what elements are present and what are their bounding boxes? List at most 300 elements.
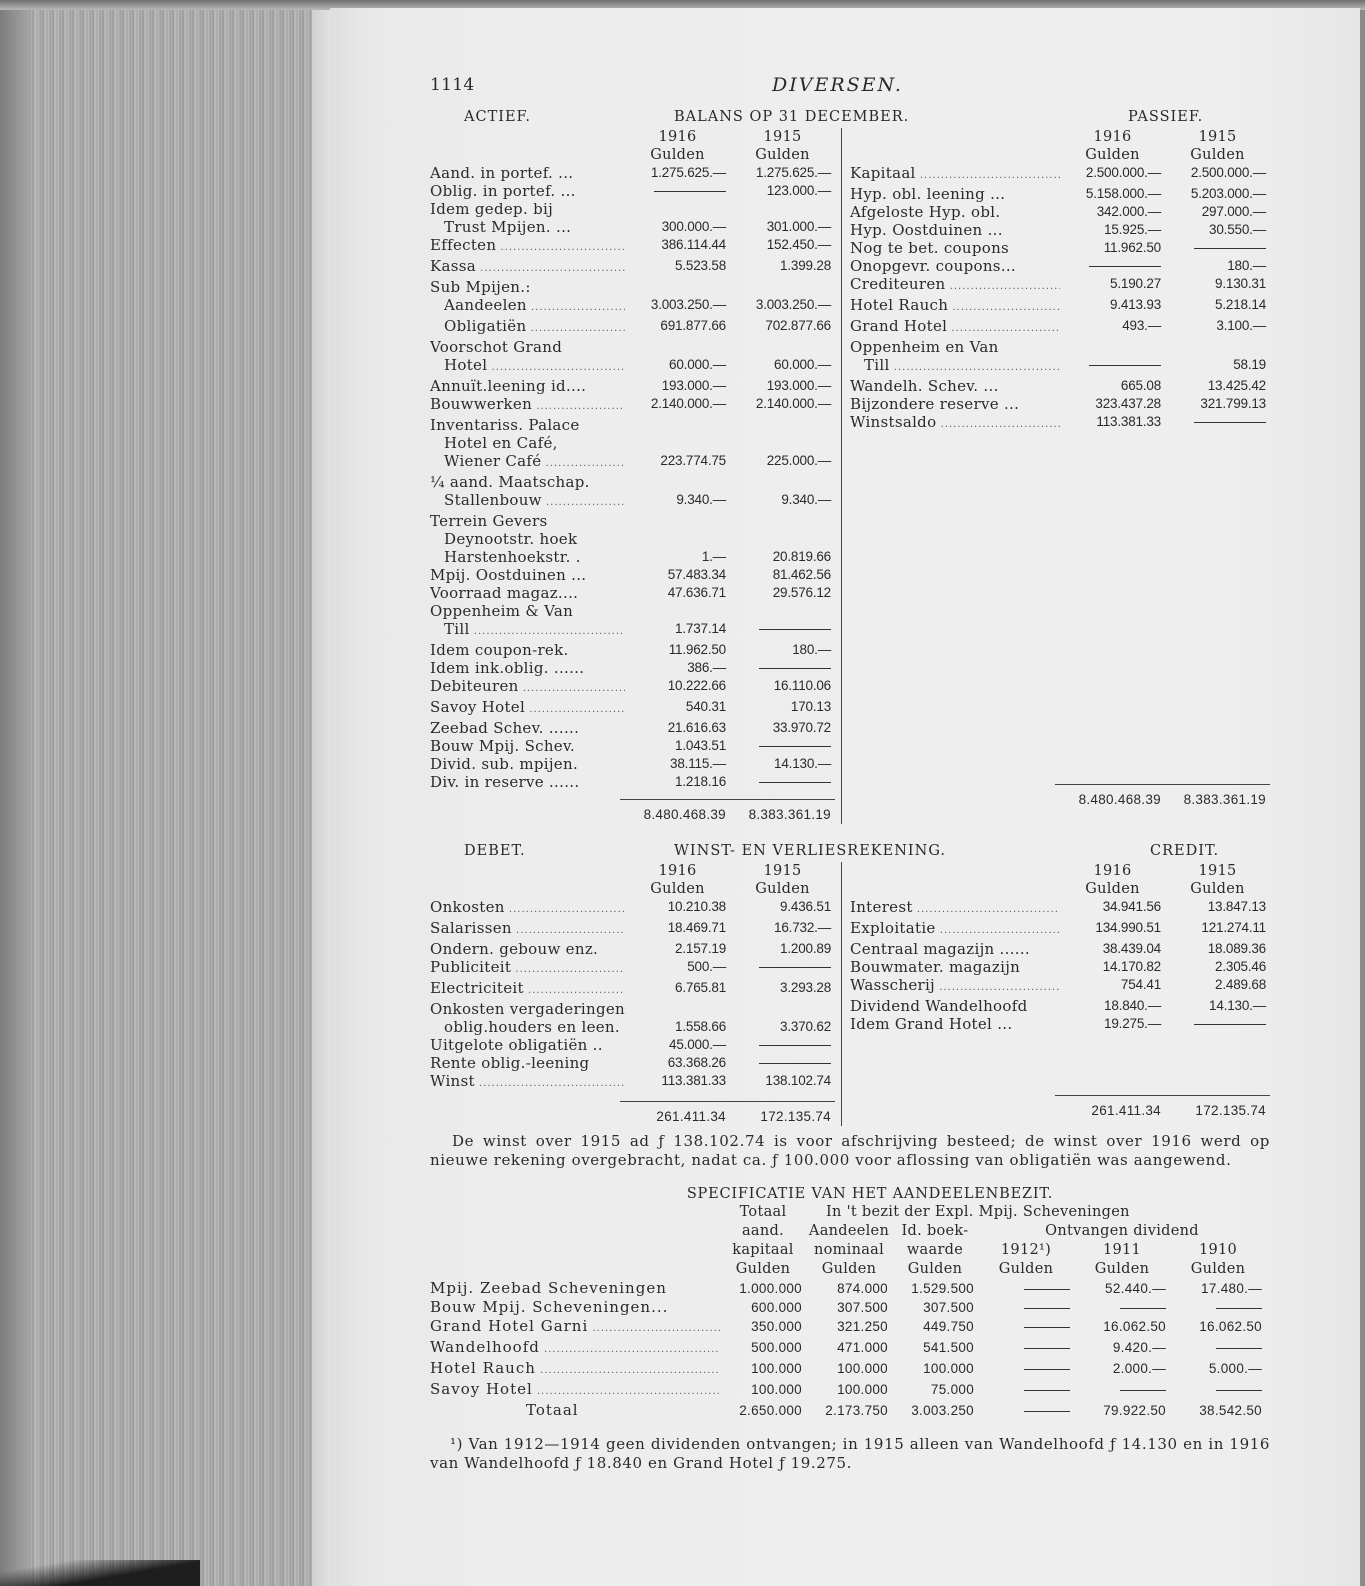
row-value-1915: 193.000.— <box>766 378 831 393</box>
ledger-row <box>430 278 835 296</box>
spec-cell-boek: 307.500 <box>923 1300 974 1315</box>
column-units: Gulden Gulden <box>1085 881 1245 897</box>
row-label: Savoy Hotel ..... <box>430 698 625 719</box>
nil-dash <box>1024 1289 1070 1290</box>
ledger-row <box>430 755 835 773</box>
spec-cell-nominaal: 471.000 <box>837 1340 888 1355</box>
nil-dash <box>1024 1411 1070 1412</box>
row-value-1915: 81.462.56 <box>772 567 831 582</box>
row-value-1915 <box>730 338 835 356</box>
row-value-1915: 9.340.— <box>781 492 831 507</box>
ledger-row <box>430 530 835 548</box>
row-value-1915 <box>730 773 835 791</box>
row-value-1916: 2.140.000.— <box>650 396 726 411</box>
row-label: Crediteuren ..... <box>850 275 1060 296</box>
row-value-1915 <box>730 620 835 641</box>
ledger-row <box>430 548 835 566</box>
spec-cell-boek: 75.000 <box>930 1382 974 1397</box>
ledger-row <box>430 958 835 979</box>
nil-dash <box>1194 422 1266 423</box>
ledger-row <box>430 1000 835 1018</box>
balance-heading <box>430 106 1270 128</box>
total-rule <box>1055 784 1270 785</box>
row-value-1916: 386.114.44 <box>661 237 726 252</box>
spec-title: SPECIFICATIE VAN HET AANDEELENBEZIT. <box>686 1186 1054 1202</box>
ledger-row <box>430 602 835 620</box>
ledger-row <box>430 659 835 677</box>
passief-column <box>842 128 1270 824</box>
row-value-1916: 18.840.— <box>1104 998 1161 1013</box>
row-label: Mpij. Oostduinen ... <box>430 566 587 584</box>
row-value-1915 <box>1165 239 1270 257</box>
actief-column <box>430 128 842 824</box>
row-value-1916: 1.218.16 <box>675 774 726 789</box>
row-value-1915 <box>730 1036 835 1054</box>
row-label: Deynootstr. hoek <box>444 530 578 548</box>
actief-rows <box>430 164 835 791</box>
row-label: Inventariss. Palace <box>430 416 580 434</box>
ledger-row <box>430 164 835 182</box>
row-value-1915 <box>730 659 835 677</box>
row-value-1915: 3.293.28 <box>780 980 831 995</box>
spec-company-name: Bouw Mpij. Scheveningen... <box>430 1298 669 1316</box>
ledger-row <box>850 185 1270 203</box>
row-value-1916 <box>625 278 730 296</box>
book-page-edges <box>0 0 330 1586</box>
row-value-1915: 18.089.36 <box>1207 941 1266 956</box>
ledger-row <box>850 239 1270 257</box>
row-label: Divid. sub. mpijen. <box>430 755 579 773</box>
row-value-1915: 9.436.51 <box>780 899 831 914</box>
row-label: Electriciteit ..... <box>430 979 625 1000</box>
ledger-row <box>430 338 835 356</box>
ledger-row <box>430 641 835 659</box>
nil-dash <box>1024 1308 1070 1309</box>
ledger-row <box>430 979 835 1000</box>
row-label: Aandeelen ..... <box>430 296 625 317</box>
row-value-1915: 30.550.— <box>1209 222 1266 237</box>
row-value-1915: 180.— <box>1227 258 1266 273</box>
ledger-row <box>850 940 1270 958</box>
row-value-1916: 493.— <box>1122 318 1161 333</box>
ledger-row <box>430 512 835 530</box>
ledger-row <box>850 356 1270 377</box>
row-value-1916: 19.275.— <box>1104 1016 1161 1031</box>
row-label: Onopgevr. coupons... <box>850 257 1016 275</box>
spec-cell-d1912 <box>978 1359 1074 1380</box>
row-label: Debiteuren ..... <box>430 677 625 698</box>
ledger-row <box>850 257 1270 275</box>
profit-loss-account <box>430 840 1270 1126</box>
row-value-1915: 2.305.46 <box>1215 959 1266 974</box>
row-label: Div. in reserve ...... <box>430 773 580 791</box>
spec-cell-kapitaal: 500.000 <box>751 1340 802 1355</box>
actief-total: 8.480.468.39 8.383.361.19 <box>643 807 831 822</box>
spec-cell-d1910 <box>1170 1338 1266 1359</box>
row-value-1916: 10.222.66 <box>667 678 726 693</box>
row-value-1916: 342.000.— <box>1096 204 1161 219</box>
footnote: ¹) Van 1912—1914 geen dividenden ontvangen; in 1915 alleen van Wandelhoofd ƒ 14.130 en in 1916 van Wandelhoofd ƒ 18.840 en Grand Hotel ƒ 19.275. <box>430 1435 1270 1472</box>
row-value-1916: 386.— <box>687 660 726 675</box>
row-label: Voorraad magaz.... <box>430 584 579 602</box>
row-value-1916: 2.500.000.— <box>1085 165 1161 180</box>
row-value-1915 <box>1165 338 1270 356</box>
spec-cell-nominaal: 100.000 <box>837 1361 888 1376</box>
row-label: Publiciteit ..... <box>430 958 625 979</box>
ledger-row <box>430 584 835 602</box>
row-value-1915: 9.130.31 <box>1215 276 1266 291</box>
row-value-1915 <box>730 512 835 530</box>
row-value-1915: 702.877.66 <box>765 318 831 333</box>
row-label: Hyp. obl. leening ... <box>850 185 1006 203</box>
column-units: Gulden Gulden <box>650 147 810 163</box>
row-value-1916: 323.437.28 <box>1095 396 1161 411</box>
row-value-1916: 2.157.19 <box>675 941 726 956</box>
row-value-1915: 13.425.42 <box>1207 378 1266 393</box>
row-label: Bouwwerken ..... <box>430 395 625 416</box>
row-value-1915: 170.13 <box>790 699 831 714</box>
spec-cell-kapitaal: 100.000 <box>751 1382 802 1397</box>
nil-dash <box>1024 1327 1070 1328</box>
spec-cell-nominaal: 2.173.750 <box>825 1403 888 1418</box>
row-label: Wandelh. Schev. ... <box>850 377 999 395</box>
row-value-1915: 20.819.66 <box>772 549 831 564</box>
spec-cell-kapitaal: 350.000 <box>751 1319 802 1334</box>
passief-total: 8.480.468.39 8.383.361.19 <box>1078 792 1266 807</box>
row-label: Idem coupon-rek. <box>430 641 569 659</box>
row-value-1915 <box>730 737 835 755</box>
spec-company-name: Hotel Rauch ..... <box>430 1359 720 1380</box>
ledger-row <box>850 958 1270 976</box>
actief-label: ACTIEF. <box>464 109 531 125</box>
row-value-1916: 9.340.— <box>676 492 726 507</box>
row-value-1915 <box>730 958 835 979</box>
row-value-1915 <box>730 530 835 548</box>
ledger-row <box>430 356 835 377</box>
row-value-1915 <box>730 1054 835 1072</box>
row-value-1916: 10.210.38 <box>667 899 726 914</box>
row-label: Hotel Rauch ..... <box>850 296 1060 317</box>
ledger-row <box>850 275 1270 296</box>
row-label: Wiener Café ..... <box>430 452 625 473</box>
nil-dash <box>1089 365 1161 366</box>
spec-cell-d1912 <box>978 1401 1074 1420</box>
row-value-1915: 123.000.— <box>766 183 831 198</box>
spec-cell-d1912 <box>978 1298 1074 1317</box>
column-years: 1916 1915 <box>1093 129 1237 145</box>
row-value-1916: 11.962.50 <box>668 642 726 657</box>
total-rule <box>1055 1095 1270 1096</box>
row-label: Harstenhoekstr. . <box>444 548 581 566</box>
balance-sheet <box>430 106 1270 824</box>
row-value-1916: 665.08 <box>1120 378 1161 393</box>
row-value-1916: 1.558.66 <box>675 1019 726 1034</box>
row-label: Till ..... <box>430 620 625 641</box>
row-label: Obligatiën ..... <box>430 317 625 338</box>
spec-cell-nominaal: 100.000 <box>837 1382 888 1397</box>
nil-dash <box>1024 1390 1070 1391</box>
row-value-1916: 14.170.82 <box>1102 959 1161 974</box>
nil-dash <box>759 782 831 783</box>
ledger-row <box>850 203 1270 221</box>
page-number: 1114 <box>430 75 475 95</box>
row-value-1916 <box>625 338 730 356</box>
pl-heading <box>430 840 1270 862</box>
row-label: Effecten ..... <box>430 236 625 257</box>
row-value-1916 <box>625 434 730 452</box>
spec-cell-boek: 541.500 <box>923 1340 974 1355</box>
ledger-row <box>430 236 835 257</box>
row-value-1915 <box>730 200 835 218</box>
row-value-1916 <box>625 512 730 530</box>
row-value-1915: 3.370.62 <box>780 1019 831 1034</box>
row-value-1916: 300.000.— <box>661 219 726 234</box>
row-value-1916 <box>1060 257 1165 275</box>
nil-dash <box>1216 1390 1262 1391</box>
row-value-1916: 5.523.58 <box>675 258 726 273</box>
row-value-1915 <box>730 473 835 491</box>
balance-title: BALANS OP 31 DECEMBER. <box>674 109 910 125</box>
row-value-1916: 193.000.— <box>661 378 726 393</box>
row-label: Interest ..... <box>850 898 1060 919</box>
nil-dash <box>1024 1348 1070 1349</box>
row-label: Ondern. gebouw enz. <box>430 940 599 958</box>
spec-cell-d1912 <box>978 1279 1074 1298</box>
ledger-row <box>430 940 835 958</box>
row-label: Voorschot Grand <box>430 338 563 356</box>
row-value-1915: 3.100.— <box>1216 318 1266 333</box>
spec-table: Totaal In 't bezit der Expl. Mpij. Scheveningen aand. Aandeelen Id. boek- Ontvangen dividend kapitaal nominaal waarde 1912¹) 1911 1910 Gulden Gulden Gulden Gulden Gulden Gulden Mpij. Zeebad Scheveningen 1.000.000 874.000 1.529.500 52.440.— 17.480.— Bouw Mpij. Scheveningen... 600.000 307.500 307.500 Grand Hotel Garni ..... 350.000 321.250 449.750 16.062.50 16.062.50 Wandelhoofd ..... 500.000 471.000 541.500 9.420.— Hotel Rauch ..... 100.000 100.000 100.000 2.000.— 5.000.— Savoy Hotel ..... 100.000 100.000 75.000 Totaal 2.650.000 2.173.750 3.003.250 79.922.50 38.542.50 <box>430 1203 1270 1420</box>
row-value-1916: 21.616.63 <box>667 720 726 735</box>
spec-cell-d1910: 5.000.— <box>1208 1361 1262 1376</box>
nil-dash <box>1194 1024 1266 1025</box>
ledger-row <box>430 677 835 698</box>
debet-label: DEBET. <box>464 843 526 859</box>
ledger-row <box>430 200 835 218</box>
row-value-1916: 134.990.51 <box>1095 920 1161 935</box>
share-holdings-specification <box>430 1185 1270 1473</box>
row-value-1915: 16.732.— <box>774 920 831 935</box>
spec-cell-d1911 <box>1074 1298 1170 1317</box>
nil-dash <box>1120 1390 1166 1391</box>
column-years: 1916 1915 <box>658 129 802 145</box>
row-label: Annuït.leening id.... <box>430 377 587 395</box>
row-label: Dividend Wandelhoofd <box>850 997 1028 1015</box>
row-label: Bijzondere reserve ... <box>850 395 1020 413</box>
row-value-1916: 113.381.33 <box>1096 414 1161 429</box>
ledger-row <box>430 1018 835 1036</box>
credit-label: CREDIT. <box>1150 843 1220 859</box>
row-value-1916: 47.636.71 <box>667 585 726 600</box>
row-value-1916: 5.190.27 <box>1110 276 1161 291</box>
row-value-1915 <box>730 278 835 296</box>
ledger-row <box>850 413 1270 434</box>
row-label: Oppenheim en Van <box>850 338 999 356</box>
ledger-row <box>850 338 1270 356</box>
row-value-1916: 38.115.— <box>670 756 726 771</box>
total-rule <box>620 799 835 800</box>
row-label: Grand Hotel ..... <box>850 317 1060 338</box>
column-years: 1916 1915 <box>658 863 802 879</box>
row-value-1915 <box>730 434 835 452</box>
nil-dash <box>759 746 831 747</box>
ledger-row <box>430 491 835 512</box>
row-value-1916: 9.413.93 <box>1110 297 1161 312</box>
nil-dash <box>1120 1308 1166 1309</box>
spec-cell-d1912 <box>978 1338 1074 1359</box>
pl-title: WINST- EN VERLIESREKENING. <box>674 843 946 859</box>
spec-cell-kapitaal: 2.650.000 <box>739 1403 802 1418</box>
spec-cell-d1911 <box>1074 1380 1170 1401</box>
row-value-1915: 297.000.— <box>1201 204 1266 219</box>
credit-rows <box>850 898 1270 1033</box>
row-label: Nog te bet. coupons <box>850 239 1010 257</box>
row-label: Stallenbouw ..... <box>430 491 625 512</box>
ledger-row <box>850 395 1270 413</box>
ledger-row <box>850 898 1270 919</box>
row-value-1915: 2.500.000.— <box>1190 165 1266 180</box>
row-value-1915: 1.200.89 <box>780 941 831 956</box>
ledger-row <box>430 773 835 791</box>
ledger-row <box>850 377 1270 395</box>
nil-dash <box>759 967 831 968</box>
nil-dash <box>1024 1369 1070 1370</box>
row-label: Afgeloste Hyp. obl. <box>850 203 1001 221</box>
row-value-1916: 691.877.66 <box>660 318 726 333</box>
row-value-1915 <box>1165 1015 1270 1033</box>
row-value-1916: 1.737.14 <box>675 621 726 636</box>
row-label: Till ..... <box>850 356 1060 377</box>
passief-label: PASSIEF. <box>1128 109 1204 125</box>
row-value-1916: 18.469.71 <box>667 920 726 935</box>
row-label: Wasscherij ..... <box>850 976 1060 997</box>
total-rule <box>620 1101 835 1102</box>
spec-cell-d1911: 79.922.50 <box>1103 1403 1166 1418</box>
row-value-1915: 5.203.000.— <box>1190 186 1266 201</box>
nil-dash <box>1216 1348 1262 1349</box>
ledger-row <box>430 898 835 919</box>
spec-cell-d1912 <box>978 1317 1074 1338</box>
spec-cell-kapitaal: 600.000 <box>751 1300 802 1315</box>
row-value-1916: 15.925.— <box>1104 222 1161 237</box>
spec-cell-d1911: 16.062.50 <box>1103 1319 1166 1334</box>
row-value-1916 <box>625 473 730 491</box>
row-value-1915 <box>730 1000 835 1018</box>
spec-cell-nominaal: 874.000 <box>837 1281 888 1296</box>
row-label: Terrein Gevers <box>430 512 548 530</box>
nil-dash <box>759 629 831 630</box>
row-value-1916 <box>625 182 730 200</box>
spec-cell-d1911: 2.000.— <box>1112 1361 1166 1376</box>
ledger-row <box>850 164 1270 185</box>
profit-note: De winst over 1915 ad ƒ 138.102.74 is voor afschrijving besteed; de winst over 1916 werd op nieuwe rekening overgebracht, nadat ca. ƒ 100.000 voor aflossing van obligatiën was aangewend. <box>430 1132 1270 1169</box>
row-value-1916 <box>625 530 730 548</box>
row-value-1916: 1.275.625.— <box>650 165 726 180</box>
spec-cell-boek: 1.529.500 <box>911 1281 974 1296</box>
row-value-1916: 540.31 <box>685 699 726 714</box>
spec-company-name: Wandelhoofd ..... <box>430 1338 720 1359</box>
ledger-row <box>430 620 835 641</box>
row-value-1915: 14.130.— <box>1209 998 1266 1013</box>
row-label: Hotel ..... <box>430 356 625 377</box>
row-value-1915: 1.275.625.— <box>755 165 831 180</box>
row-value-1915: 13.847.13 <box>1207 899 1266 914</box>
row-value-1916 <box>1060 338 1165 356</box>
column-units: Gulden Gulden <box>1085 147 1245 163</box>
row-value-1915: 225.000.— <box>766 453 831 468</box>
nil-dash <box>759 1063 831 1064</box>
row-value-1916: 500.— <box>687 959 726 974</box>
nil-dash <box>759 1045 831 1046</box>
row-label: Onkosten ..... <box>430 898 625 919</box>
row-value-1916: 45.000.— <box>669 1037 726 1052</box>
row-value-1916: 754.41 <box>1120 977 1161 992</box>
row-label: Hyp. Oostduinen ... <box>850 221 1003 239</box>
ledger-row <box>850 919 1270 940</box>
passief-rows <box>850 164 1270 434</box>
row-value-1916: 34.941.56 <box>1102 899 1161 914</box>
row-label: Kapitaal ..... <box>850 164 1060 185</box>
row-label: Onkosten vergaderingen <box>430 1000 625 1018</box>
row-value-1916: 57.483.34 <box>667 567 726 582</box>
row-label: Winstsaldo ..... <box>850 413 1060 434</box>
spec-cell-d1910: 17.480.— <box>1201 1281 1262 1296</box>
spec-company-name: Savoy Hotel ..... <box>430 1380 720 1401</box>
ledger-row <box>430 719 835 737</box>
row-value-1915 <box>1165 413 1270 434</box>
ledger-row <box>430 182 835 200</box>
row-value-1916 <box>625 200 730 218</box>
ledger-row <box>430 434 835 452</box>
row-value-1916: 3.003.250.— <box>650 297 726 312</box>
row-value-1916 <box>625 416 730 434</box>
ledger-row <box>430 257 835 278</box>
row-label: Idem Grand Hotel ... <box>850 1015 1013 1033</box>
row-label: Sub Mpijen.: <box>430 278 531 296</box>
row-label: Salarissen ..... <box>430 919 625 940</box>
column-units: Gulden Gulden <box>650 881 810 897</box>
spec-cell-nominaal: 307.500 <box>837 1300 888 1315</box>
row-label: Zeebad Schev. ...... <box>430 719 580 737</box>
ledger-row <box>850 296 1270 317</box>
row-value-1915: 14.130.— <box>774 756 831 771</box>
ledger-row <box>430 698 835 719</box>
row-value-1915: 152.450.— <box>766 237 831 252</box>
row-value-1915 <box>730 416 835 434</box>
spec-cell-kapitaal: 100.000 <box>751 1361 802 1376</box>
spec-cell-d1912 <box>978 1380 1074 1401</box>
ledger-row <box>850 221 1270 239</box>
ledger-row <box>430 377 835 395</box>
spec-cell-boek: 100.000 <box>923 1361 974 1376</box>
row-value-1916: 1.— <box>701 549 726 564</box>
spec-cell-boek: 449.750 <box>923 1319 974 1334</box>
row-value-1916: 11.962.50 <box>1103 240 1161 255</box>
spec-cell-d1911: 52.440.— <box>1105 1281 1166 1296</box>
row-value-1916: 63.368.26 <box>667 1055 726 1070</box>
row-value-1915: 121.274.11 <box>1201 920 1266 935</box>
row-value-1915: 58.19 <box>1233 357 1266 372</box>
spec-cell-d1910: 38.542.50 <box>1199 1403 1262 1418</box>
page-content <box>430 72 1270 1488</box>
scanner-shadow <box>0 1560 200 1586</box>
debet-rows <box>430 898 835 1093</box>
spec-company-name: Grand Hotel Garni ..... <box>430 1317 720 1338</box>
row-label: Hotel en Café, <box>444 434 558 452</box>
spec-cell-kapitaal: 1.000.000 <box>739 1281 802 1296</box>
row-value-1916: 223.774.75 <box>660 453 726 468</box>
row-value-1915 <box>730 602 835 620</box>
